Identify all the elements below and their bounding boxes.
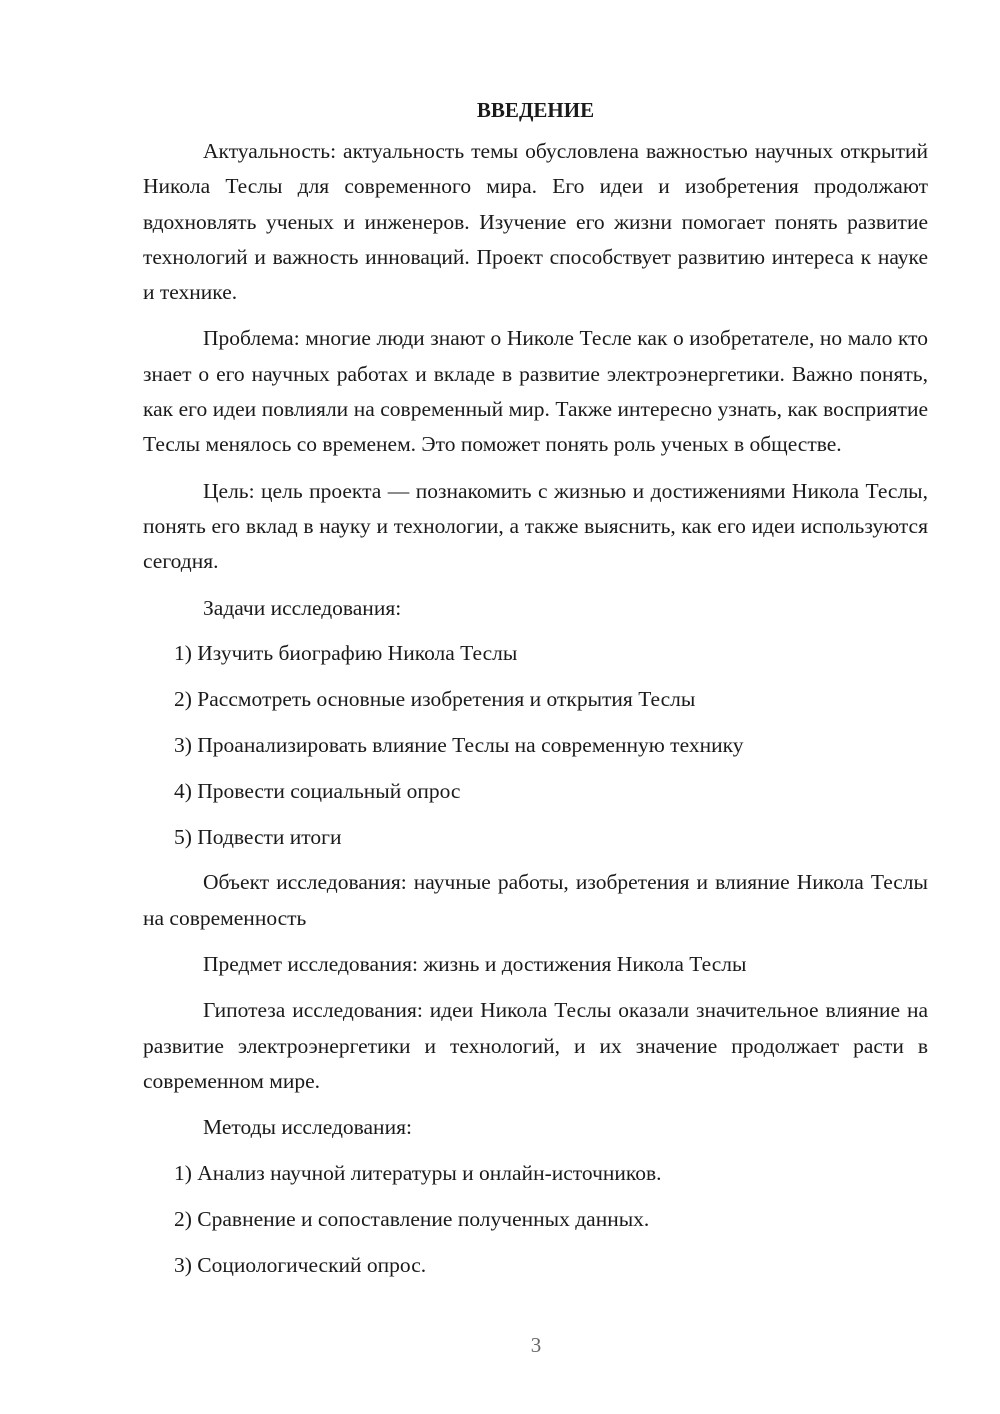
hypothesis-paragraph: Гипотеза исследования: идеи Никола Теслы оказали значительное влияние на развитие электроэнергетики и технологий, и их значение продолжает расти в современном мире.	[143, 998, 928, 1093]
list-item: 2) Рассмотреть основные изобретения и открытия Теслы	[174, 687, 696, 712]
list-item: 4) Провести социальный опрос	[174, 778, 461, 803]
list-item: 1) Изучить биографию Никола Теслы	[174, 641, 518, 666]
tasks-heading: Задачи исследования:	[203, 595, 402, 620]
list-item: 3) Проанализировать влияние Теслы на современную технику	[174, 732, 744, 757]
page-title: ВВЕДЕНИЕ	[476, 98, 595, 122]
list-item: 1) Анализ научной литературы и онлайн-источников.	[174, 1160, 662, 1185]
methods-list	[143, 1156, 928, 1283]
list-item: 2) Сравнение и сопоставление полученных данных.	[174, 1206, 650, 1231]
goal-paragraph: Цель: цель проекта — познакомить с жизнью и достижениями Никола Теслы, понять его вклад в науку и технологии, а также выяснить, как его идеи используются сегодня.	[143, 478, 928, 574]
list-item: 3) Социологический опрос.	[174, 1252, 427, 1277]
problem-paragraph: Проблема: многие люди знают о Николе Тесле как о изобретателе, но мало кто знает о его научных работах и вкладе в развитие электроэнергетики. Важно понять, как его идеи повлияли на современный мир. Также интересно узнать, как восприятие Теслы менялось со временем. Это поможет понять роль ученых в обществе.	[143, 326, 928, 457]
object-paragraph: Объект исследования: научные работы, изобретения и влияние Никола Теслы на современность	[143, 870, 928, 930]
list-item: 5) Подвести итоги	[174, 824, 342, 849]
page-number: 3	[530, 1333, 542, 1357]
tasks-list	[143, 636, 928, 854]
relevance-paragraph: Актуальность: актуальность темы обусловлена важностью научных открытий Никола Теслы для современного мира. Его идеи и изобретения продолжают вдохновлять ученых и инженеров. Изучение его жизни помогает понять развитие технологий и важность инноваций. Проект способствует развитию интереса к науке и технике.	[143, 139, 928, 305]
document-page	[143, 96, 928, 1293]
methods-heading: Методы исследования:	[203, 1115, 412, 1140]
subject-paragraph: Предмет исследования: жизнь и достижения Никола Теслы	[203, 951, 747, 976]
